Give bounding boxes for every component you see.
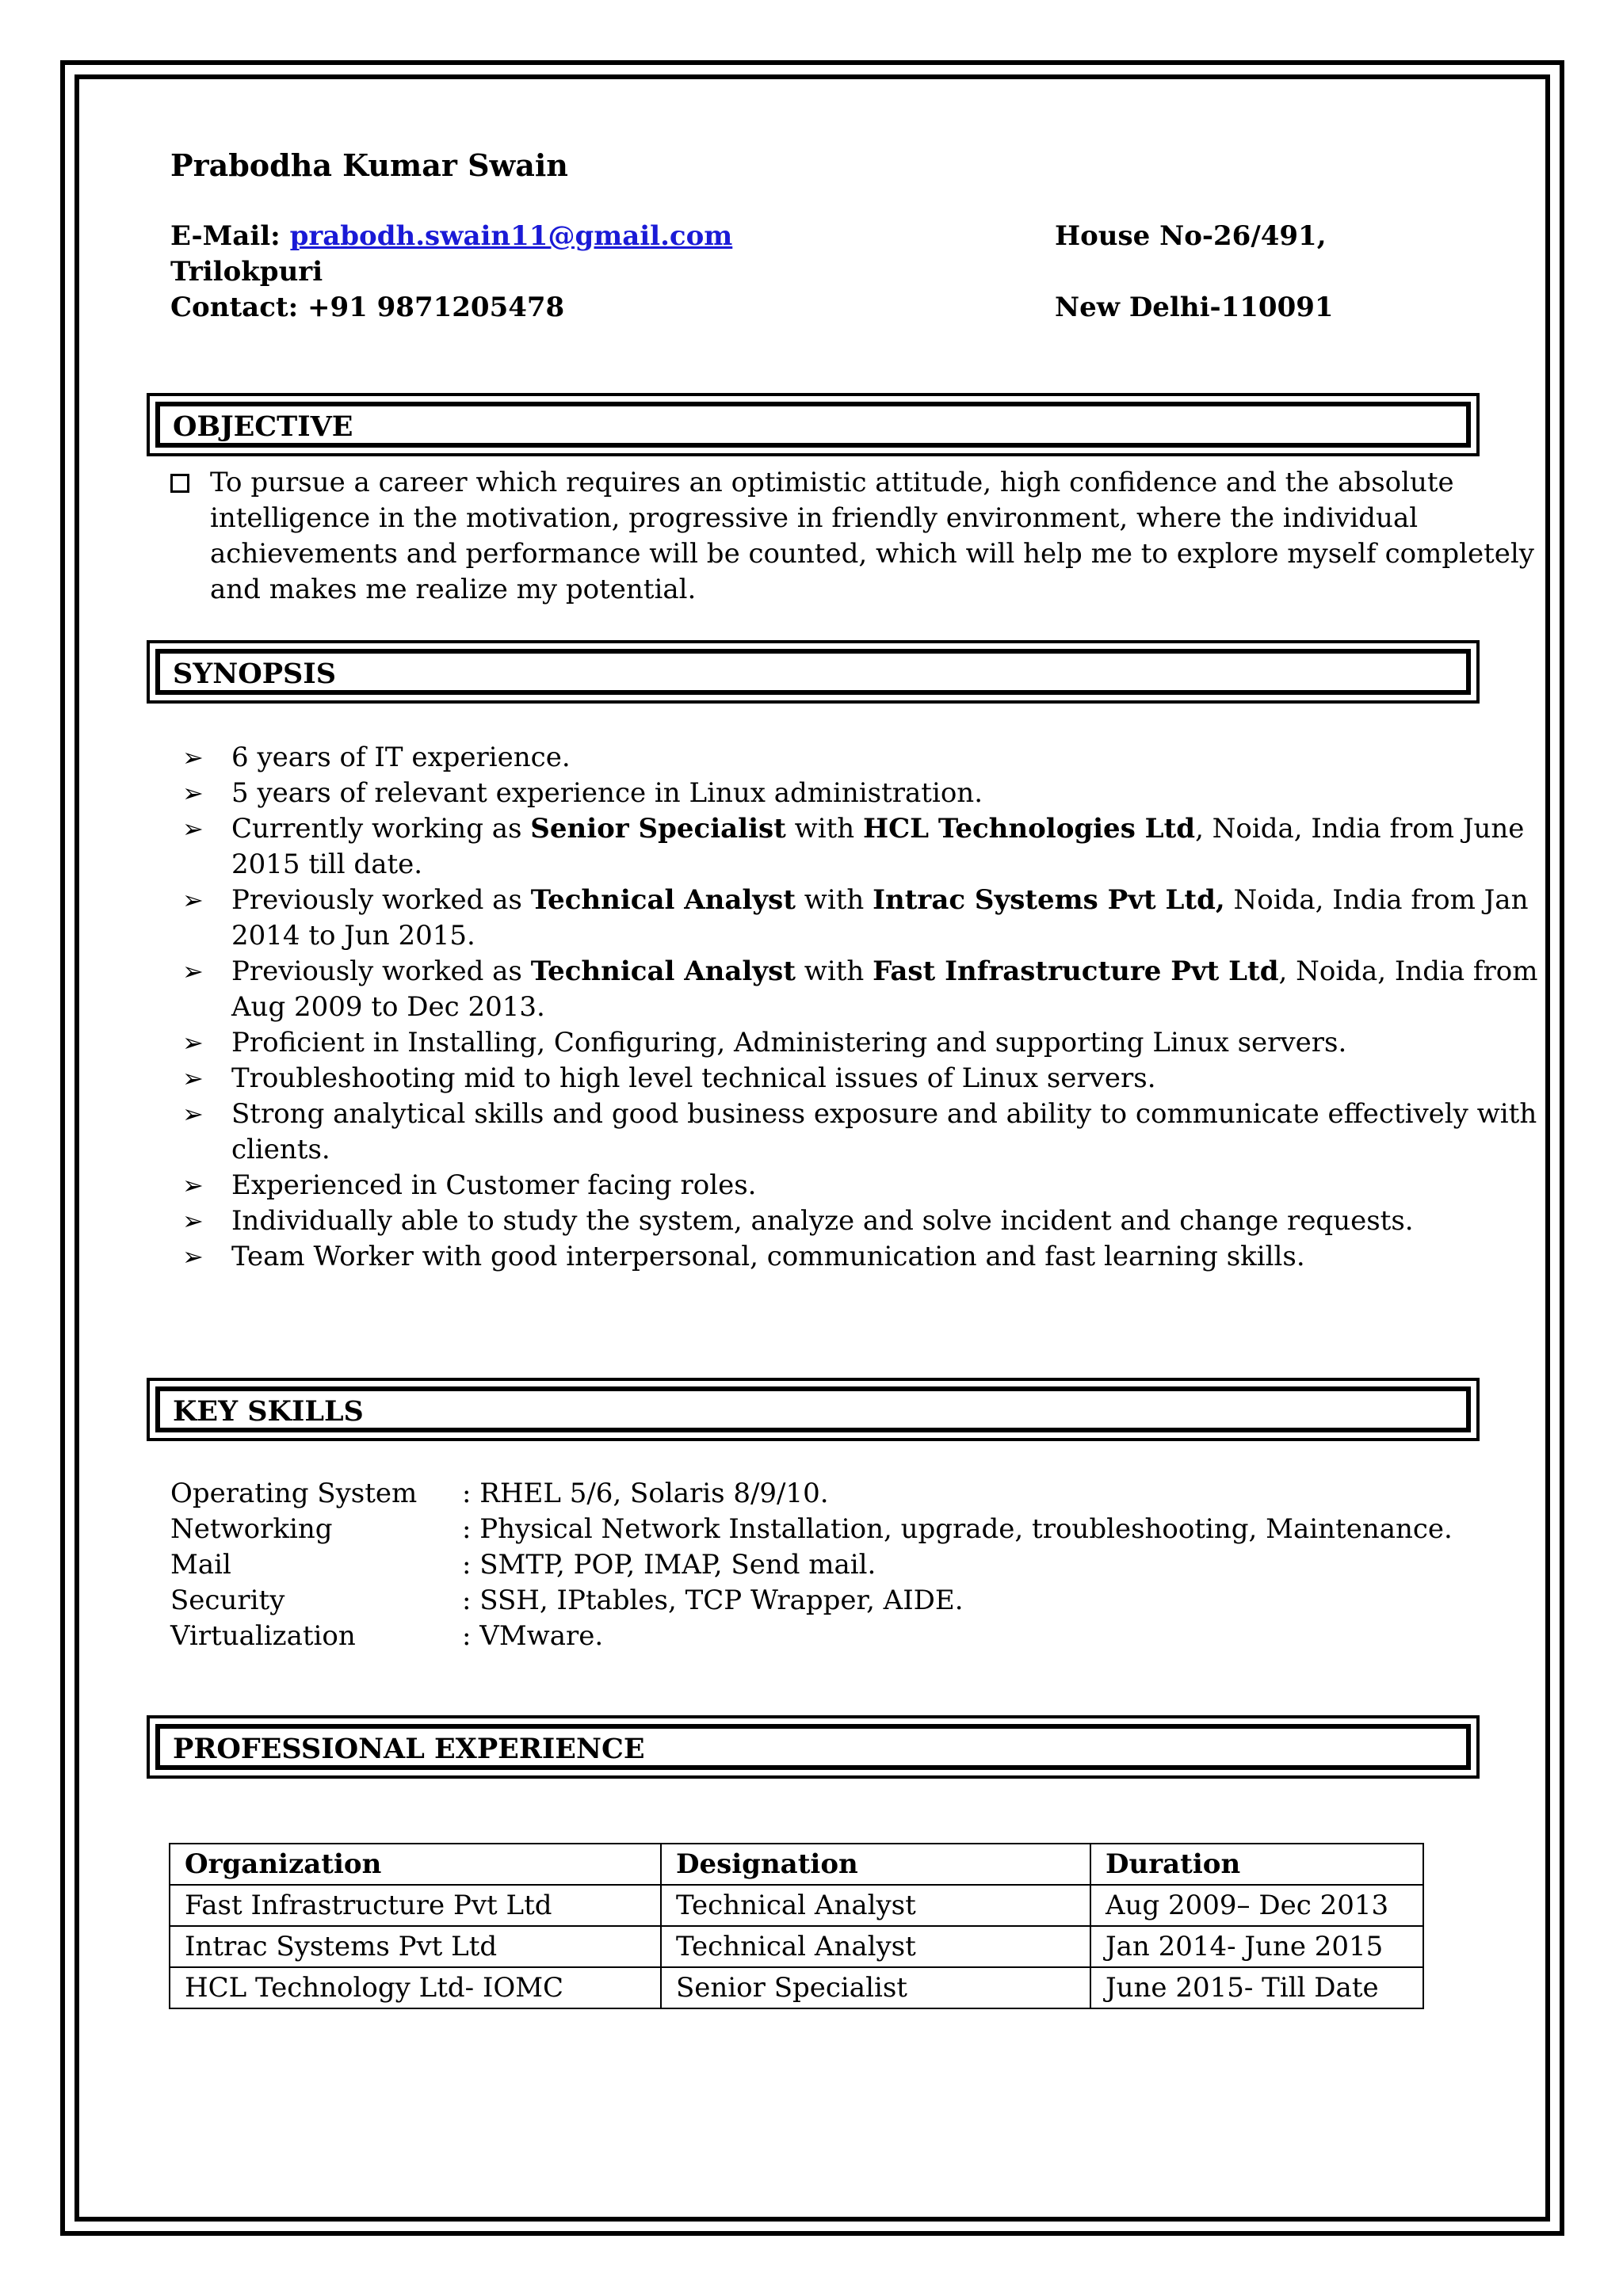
list-item: ➢ Team Worker with good interpersonal, communication and fast learning skills.	[182, 1239, 1474, 1275]
list-item: ➢ Individually able to study the system, analyze and solve incident and change requests.	[182, 1203, 1474, 1239]
table-row	[170, 1967, 1423, 2008]
email-label: E-Mail:	[170, 220, 281, 252]
skill-value: : SSH, IPtables, TCP Wrapper, AIDE.	[462, 1585, 964, 1616]
cell-organization: Fast Infrastructure Pvt Ltd	[170, 1885, 661, 1926]
list-item: ➢ Proficient in Installing, Configuring, Administering and supporting Linux servers.	[182, 1025, 1474, 1061]
address-line1: House No-26/491,	[1055, 220, 1327, 252]
cell-duration: Aug 2009– Dec 2013	[1090, 1885, 1423, 1926]
arrow-bullet-icon: ➢	[182, 956, 204, 986]
arrow-bullet-icon: ➢	[182, 1028, 204, 1058]
section-heading-key-skills: KEY SKILLS	[155, 1386, 1471, 1432]
skill-label: Operating System	[170, 1478, 418, 1509]
objective-line: and makes me realize my potential.	[210, 574, 697, 605]
cell-designation: Technical Analyst	[661, 1885, 1090, 1926]
section-synopsis	[147, 640, 1480, 704]
email-line	[170, 219, 732, 254]
list-item: ➢ Strong analytical skills and good business exposure and ability to communicate effectively with clients.	[182, 1098, 1537, 1165]
experience-table	[169, 1843, 1424, 2009]
email-link[interactable]: prabodh.swain11@gmail.com	[289, 220, 733, 252]
list-item: ➢ Previously worked as Technical Analyst with Fast Infrastructure Pvt Ltd, Noida, India from Aug 2009 to Dec 2013.	[182, 955, 1538, 1023]
skill-label: Mail	[170, 1549, 231, 1581]
table-row	[170, 1926, 1423, 1967]
objective-text	[170, 465, 1534, 608]
cell-designation: Technical Analyst	[661, 1926, 1090, 1967]
objective-line: To pursue a career which requires an optimistic attitude, high confidence and the absolute	[210, 467, 1454, 498]
list-item: ➢ Troubleshooting mid to high level technical issues of Linux servers.	[182, 1061, 1474, 1097]
section-professional-experience	[147, 1715, 1480, 1779]
cell-duration: June 2015- Till Date	[1090, 1967, 1423, 2008]
objective-line: achievements and performance will be counted, which will help me to explore myself completely	[210, 538, 1534, 570]
column-header-organization: Organization	[170, 1844, 661, 1885]
cell-designation: Senior Specialist	[661, 1967, 1090, 2008]
list-item: ➢ 6 years of IT experience.	[182, 740, 1474, 776]
column-header-duration: Duration	[1090, 1844, 1423, 1885]
table-row	[170, 1885, 1423, 1926]
cell-duration: Jan 2014- June 2015	[1090, 1926, 1423, 1967]
arrow-bullet-icon: ➢	[182, 1063, 204, 1093]
arrow-bullet-icon: ➢	[182, 1206, 204, 1236]
arrow-bullet-icon: ➢	[182, 814, 204, 844]
contact-label: Contact:	[170, 292, 299, 323]
column-header-designation: Designation	[661, 1844, 1090, 1885]
contact-line	[170, 290, 564, 326]
list-item: ➢ Currently working as Senior Specialist with HCL Technologies Ltd, Noida, India from June 2015 till date.	[182, 813, 1525, 880]
objective-line: intelligence in the motivation, progressive in friendly environment, where the individual	[210, 502, 1419, 534]
list-item: ➢ Experienced in Customer facing roles.	[182, 1168, 1474, 1203]
contact-number: +91 9871205478	[307, 292, 565, 323]
arrow-bullet-icon: ➢	[182, 742, 204, 772]
address-line2: Trilokpuri	[170, 256, 323, 288]
section-objective	[147, 393, 1480, 456]
section-heading-synopsis: SYNOPSIS	[155, 649, 1471, 695]
section-key-skills	[147, 1378, 1480, 1441]
skill-value: : SMTP, POP, IMAP, Send mail.	[462, 1549, 876, 1581]
arrow-bullet-icon: ➢	[182, 885, 204, 915]
cell-organization: HCL Technology Ltd- IOMC	[170, 1967, 661, 2008]
section-heading-professional-experience: PROFESSIONAL EXPERIENCE	[155, 1724, 1471, 1770]
skill-label: Security	[170, 1585, 285, 1616]
skill-value: : RHEL 5/6, Solaris 8/9/10.	[462, 1478, 829, 1509]
table-header-row	[170, 1844, 1423, 1885]
skill-value: : Physical Network Installation, upgrade, troubleshooting, Maintenance.	[462, 1513, 1453, 1545]
arrow-bullet-icon: ➢	[182, 778, 204, 808]
skill-value: : VMware.	[462, 1620, 604, 1652]
skill-label: Virtualization	[170, 1620, 356, 1652]
arrow-bullet-icon: ➢	[182, 1099, 204, 1129]
candidate-name: Prabodha Kumar Swain	[170, 147, 568, 183]
section-heading-objective: OBJECTIVE	[155, 402, 1471, 448]
list-item: ➢ Previously worked as Technical Analyst with Intrac Systems Pvt Ltd, Noida, India from Jan 2014 to Jun 2015.	[182, 884, 1529, 952]
cell-organization: Intrac Systems Pvt Ltd	[170, 1926, 661, 1967]
address-city: New Delhi-110091	[1055, 292, 1334, 323]
arrow-bullet-icon: ➢	[182, 1241, 204, 1272]
skill-label: Networking	[170, 1513, 333, 1545]
arrow-bullet-icon: ➢	[182, 1170, 204, 1200]
synopsis-list	[182, 740, 1538, 1275]
checkbox-bullet-icon	[170, 474, 189, 493]
list-item: ➢ 5 years of relevant experience in Linux administration.	[182, 776, 1474, 811]
